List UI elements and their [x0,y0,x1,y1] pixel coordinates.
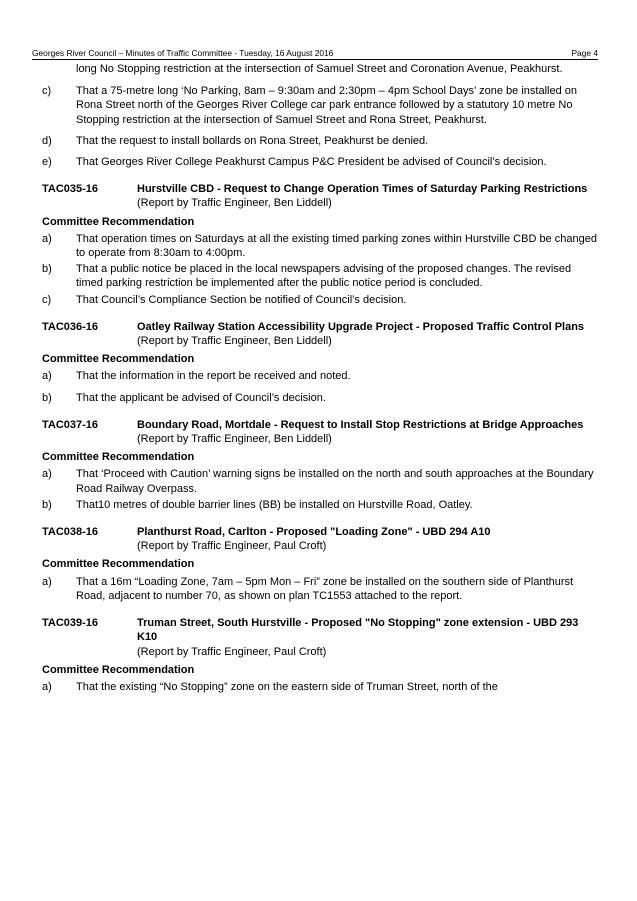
report-author: (Report by Traffic Engineer, Ben Liddell) [137,335,332,348]
item-title: Planthurst Road, Carlton - Proposed "Loading Zone" - UBD 294 A10 [137,526,491,539]
list-item [42,262,598,290]
item-text: That the request to install bollards on Rona Street, Peakhurst be denied. [76,134,429,147]
list-item [42,84,598,127]
item-code: TAC038-16 [42,526,99,539]
item-marker: d) [42,134,52,147]
item-title: Boundary Road, Mortdale - Request to Install Stop Restrictions at Bridge Approaches [137,418,584,431]
list-item [42,293,598,307]
item-text: That the applicant be advised of Council’s decision. [76,391,326,404]
item-marker: b) [42,391,52,404]
item-marker: c) [42,293,52,306]
list-item [42,369,598,383]
report-author: (Report by Traffic Engineer, Ben Liddell) [137,433,332,446]
page-number: Page 4 [571,48,598,58]
list-item [42,391,598,405]
agenda-item-heading [42,525,598,553]
item-text: long No Stopping restriction at the intersection of Samuel Street and Coronation Avenue, Peakhurst. [76,63,563,75]
agenda-item-heading [42,320,598,348]
header-rule [32,59,598,60]
recommendation-label: Committee Recommendation [42,558,195,571]
item-text: That Georges River College Peakhurst Campus P&C President be advised of Council’s decision. [76,156,547,169]
item-marker: b) [42,263,52,276]
item-code: TAC039-16 [42,617,99,630]
agenda-item-heading [42,418,598,446]
item-text: That the information in the report be received and noted. [76,370,351,383]
header-title: Georges River Council – Minutes of Traffic Committee - Tuesday, 16 August 2016 [32,48,334,58]
list-item [42,575,598,603]
recommendation-label: Committee Recommendation [42,215,195,228]
item-marker: a) [42,468,52,481]
list-item [42,155,598,169]
recommendation-label: Committee Recommendation [42,663,195,676]
recommendation-label: Committee Recommendation [42,353,195,366]
agenda-item-heading [42,182,598,210]
item-text: That operation times on Saturdays at all the existing timed parking zones within Hurstville CBD be changed to operate from 8:30am to 4:00pm. [76,232,597,260]
report-author: (Report by Traffic Engineer, Ben Liddell) [137,197,332,210]
item-text: That Council’s Compliance Section be notified of Council’s decision. [76,293,407,306]
list-item [42,232,598,260]
item-text: That a 75-metre long ‘No Parking, 8am – 9:30am and 2:30pm – 4pm School Days’ zone be installed on Rona Street north of the Georges River College car park entrance followed by a statutory 10 metre No Stopping restriction at the intersection of Samuel Street and Rona Street, Peakhurst. [76,85,577,126]
list-item [42,467,598,495]
agenda-item-heading [42,616,598,659]
item-text: That the existing “No Stopping” zone on the eastern side of Truman Street, north of the [76,680,498,693]
item-code: TAC035-16 [42,183,99,196]
item-marker: a) [42,370,52,383]
item-marker: c) [42,85,52,98]
item-code: TAC037-16 [42,418,99,431]
list-item [42,498,598,512]
list-item [42,680,598,694]
item-text: That ‘Proceed with Caution’ warning signs be installed on the north and south approaches at the Boundary Road Railway Overpass. [76,468,594,495]
item-marker: b) [42,498,52,511]
item-title: Hurstville CBD - Request to Change Operation Times of Saturday Parking Restrictions [137,183,588,196]
report-author: (Report by Traffic Engineer, Paul Croft) [137,645,327,658]
item-marker: e) [42,156,52,169]
continued-item [42,62,598,76]
item-text: That a 16m “Loading Zone, 7am – 5pm Mon – Fri” zone be installed on the southern side of Planthurst Road, adjacent to number 70, as shown on plan TC1553 attached to the report. [76,575,574,602]
item-text: That10 metres of double barrier lines (BB) be installed on Hurstville Road, Oatley. [76,498,473,511]
item-text: That a public notice be placed in the local newspapers advising of the proposed changes. The revised timed parking restriction be implemented after the public notice period is concluded. [76,263,572,290]
item-marker: a) [42,680,52,693]
report-author: (Report by Traffic Engineer, Paul Croft) [137,540,327,553]
item-marker: a) [42,232,52,245]
item-marker: a) [42,575,52,588]
item-title: Oatley Railway Station Accessibility Upgrade Project - Proposed Traffic Control Plans [137,320,585,333]
recommendation-label: Committee Recommendation [42,451,195,464]
page-header [32,46,598,60]
item-title: Truman Street, South Hurstville - Proposed "No Stopping" zone extension - UBD 293 K10 [137,617,579,644]
list-item [42,134,598,148]
item-code: TAC036-16 [42,320,99,333]
minutes-body [42,62,598,701]
